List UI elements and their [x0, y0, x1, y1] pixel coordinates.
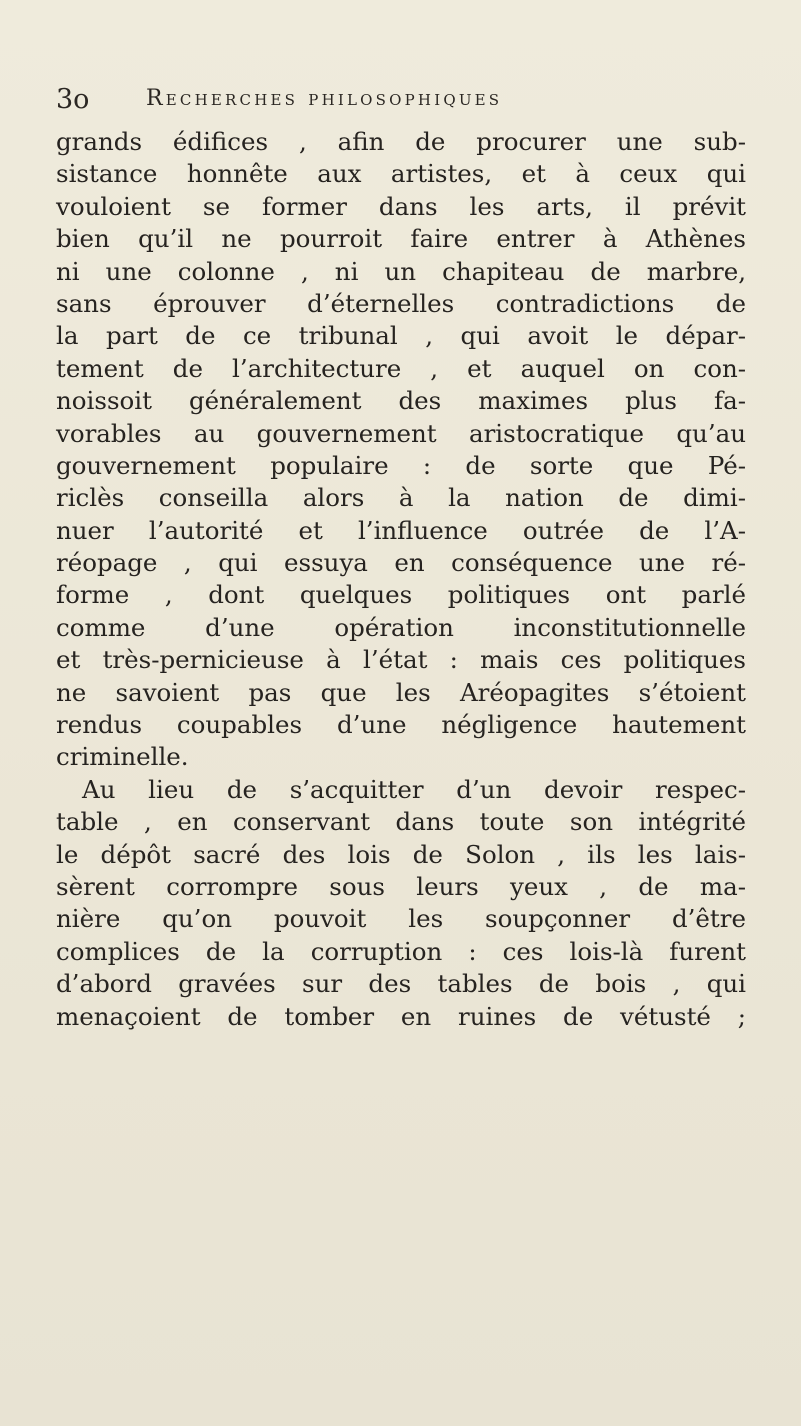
text-line: nuer l’autorité et l’influence outrée de l’A-	[56, 515, 746, 545]
text-line: criminelle.	[56, 742, 189, 772]
text-line: riclès conseilla alors à la nation de dimi-	[56, 483, 746, 513]
text-line: d’abord gravées sur des tables de bois , qui	[56, 969, 746, 999]
page-header	[56, 80, 746, 120]
text-line: sans éprouver d’éternelles contradictions de	[56, 288, 746, 318]
running-title: Recherches philosophiques	[146, 86, 503, 111]
body-text	[56, 126, 746, 1033]
text-line: ne savoient pas que les Aréopagites s’étoient	[56, 677, 746, 707]
text-line: et très-pernicieuse à l’état : mais ces politiques	[56, 645, 746, 675]
text-line: sèrent corrompre sous leurs yeux , de ma-	[56, 871, 746, 901]
text-line: bien qu’il ne pourroit faire entrer à Athènes	[56, 224, 746, 254]
text-line: table , en conservant dans toute son intégrité	[56, 807, 746, 837]
text-line: menaçoient de tomber en ruines de vétusté ;	[56, 1001, 746, 1031]
text-line: tement de l’architecture , et auquel on con-	[56, 353, 746, 383]
text-line: comme d’une opération inconstitutionnelle	[56, 612, 746, 642]
text-line: noissoit généralement des maximes plus fa-	[56, 386, 746, 416]
text-line: sistance honnête aux artistes, et à ceux qui	[56, 159, 746, 189]
text-line: complices de la corruption : ces lois-là furent	[56, 936, 746, 966]
text-line: nière qu’on pouvoit les soupçonner d’être	[56, 904, 746, 934]
page-number: 3o	[56, 84, 90, 115]
text-line: grands édifices , afin de procurer une sub-	[56, 127, 746, 156]
text-line: vorables au gouvernement aristocratique qu’au	[56, 418, 746, 448]
text-line: rendus coupables d’une négligence hautement	[56, 710, 746, 740]
text-line: Au lieu de s’acquitter d’un devoir respec-	[82, 774, 746, 804]
text-line: ni une colonne , ni un chapiteau de marbre,	[56, 256, 746, 286]
text-line: vouloient se former dans les arts, il prévit	[56, 191, 746, 221]
text-line: gouvernement populaire : de sorte que Pé-	[56, 450, 746, 480]
text-line: la part de ce tribunal , qui avoit le dépar-	[56, 321, 746, 351]
text-line: forme , dont quelques politiques ont parlé	[56, 580, 746, 610]
text-line: réopage , qui essuya en conséquence une ré-	[56, 548, 746, 578]
text-line: le dépôt sacré des lois de Solon , ils les lais-	[56, 839, 746, 869]
